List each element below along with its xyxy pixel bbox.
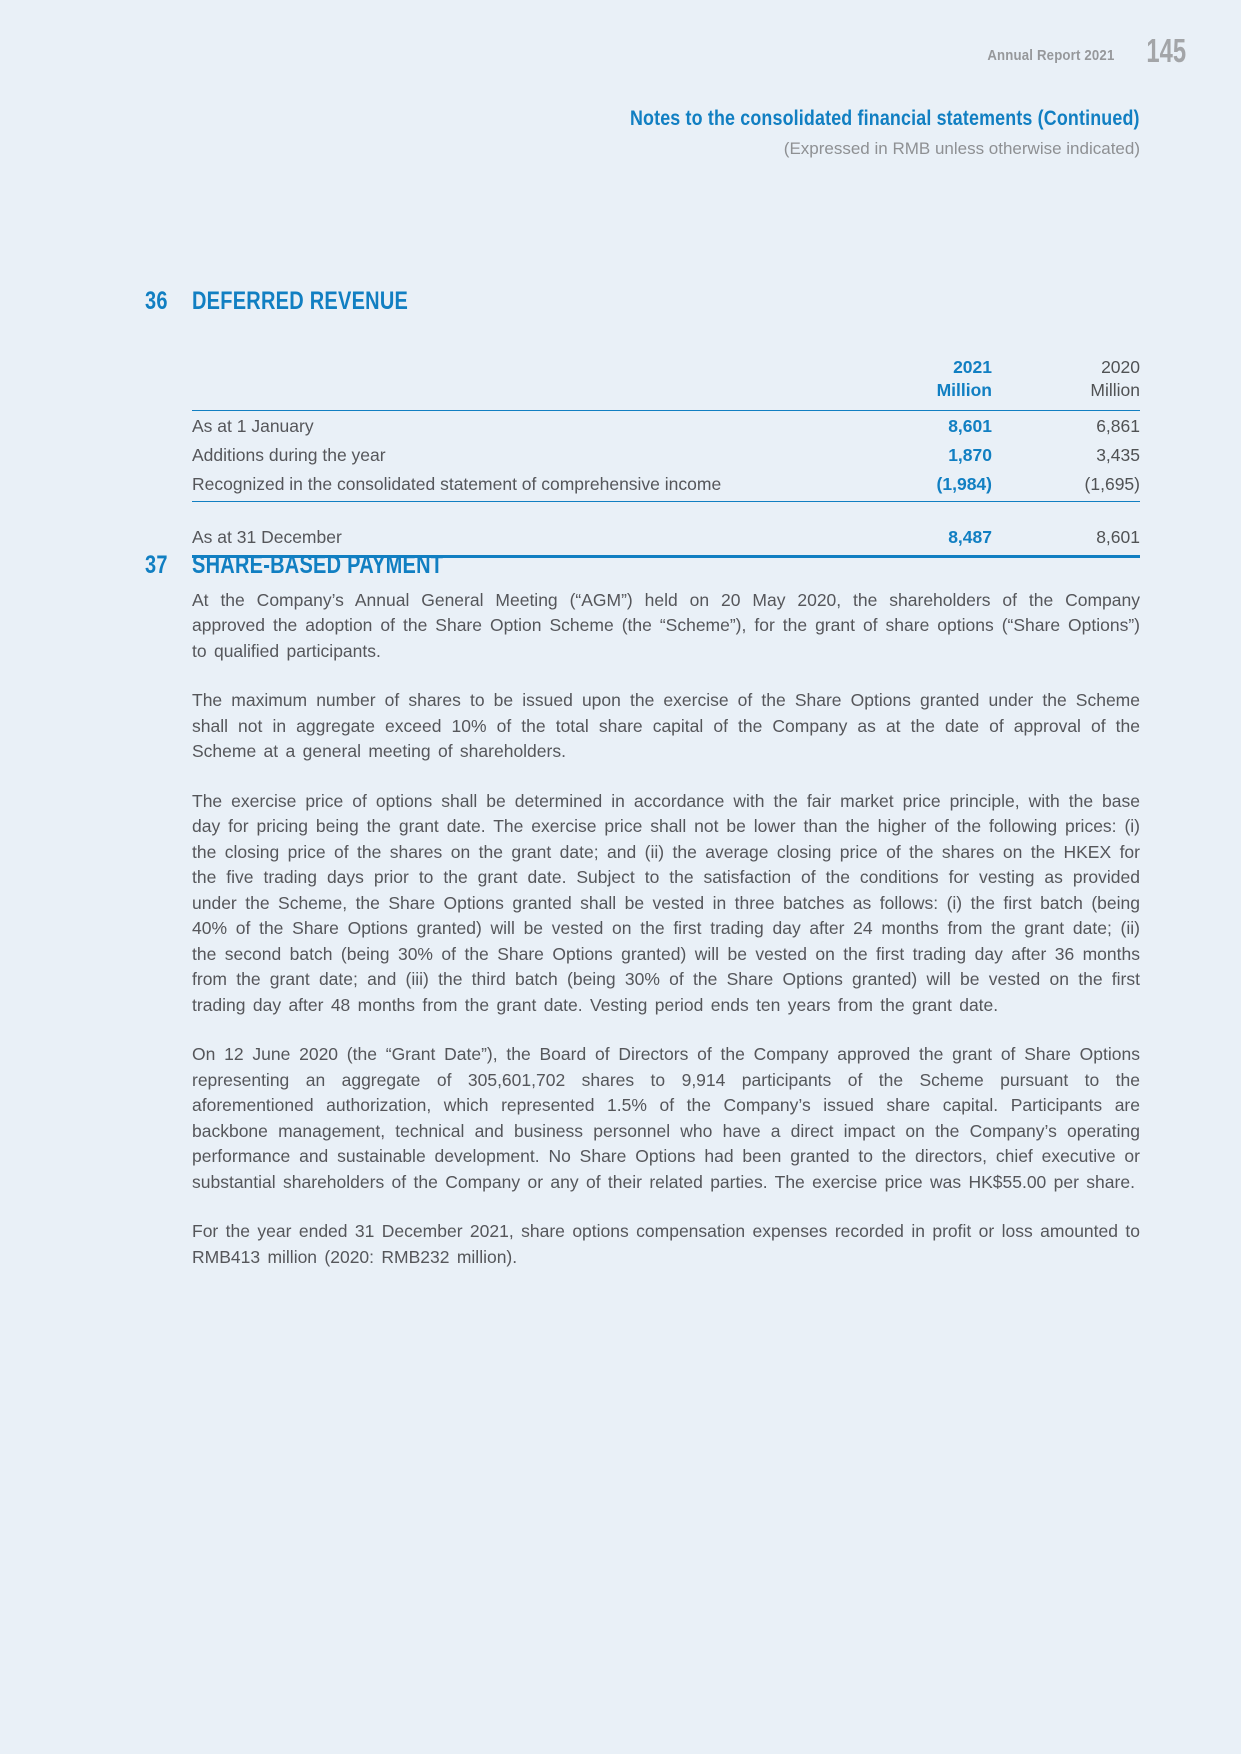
section-37-heading-row bbox=[145, 552, 1140, 580]
total-value-2021: 8,487 bbox=[842, 522, 992, 557]
row-label: As at 1 January bbox=[192, 415, 314, 436]
page-header bbox=[970, 34, 1186, 67]
row-label: Recognized in the consolidated statement of comprehensive income bbox=[192, 469, 842, 502]
report-name-label: Annual Report 2021 bbox=[987, 47, 1115, 64]
page-number: 145 bbox=[1146, 32, 1186, 69]
row-value-2020: 3,435 bbox=[1096, 444, 1140, 465]
table-row bbox=[192, 410, 1140, 440]
table-header-row bbox=[192, 354, 1140, 411]
row-label: Additions during the year bbox=[192, 444, 386, 465]
section-36-title: DEFERRED REVENUE bbox=[192, 287, 409, 315]
section-deferred-revenue bbox=[145, 288, 1140, 558]
col-2020-unit: Million bbox=[1090, 379, 1140, 400]
paragraph-agm: At the Company’s Annual General Meeting (“AGM”) held on 20 May 2020, the shareholders of the Company approved the adoption of the Share Option Scheme (the “Scheme”), for the grant of share options (“Share Options”) to qualified participants. bbox=[192, 589, 1140, 661]
col-2020-year: 2020 bbox=[1101, 356, 1140, 377]
section-36-heading-row bbox=[145, 288, 1140, 316]
paragraph-expenses: For the year ended 31 December 2021, share options compensation expenses recorded in profit or loss amounted to RMB413 million (2020: RMB232 million). bbox=[192, 1221, 1140, 1267]
section-36-body bbox=[192, 354, 1140, 558]
section-36-number: 36 bbox=[145, 287, 168, 315]
section-37-title: SHARE-BASED PAYMENT bbox=[192, 551, 444, 579]
document-title: Notes to the consolidated financial statements (Continued) bbox=[630, 107, 1140, 130]
document-subtitle: (Expressed in RMB unless otherwise indicated) bbox=[783, 139, 1140, 159]
section-37-body bbox=[192, 588, 1140, 1271]
row-value-2021: (1,984) bbox=[842, 469, 992, 502]
paragraph-exercise-price: The exercise price of options shall be determined in accordance with the fair market price principle, with the base day for pricing being the grant date. The exercise price shall not be lower than the higher of the following prices: (i) the closing price of the shares on the grant date; and (ii) the average closing price of the shares on the HKEX for the five trading days prior to the grant date. Subject to the satisfaction of the conditions for vesting as provided under the Scheme, the Share Options granted shall be vested in three batches as follows: (i) the first batch (being 40% of the Share Options granted) will be vested on the first trading day after 24 months from the grant date; (ii) the second batch (being 30% of the Share Options granted) will be vested on the first trading day after 36 months from the grant date; and (iii) the third batch (being 30% of the Share Options granted) will be vested on the first trading day after 48 months from the grant date. Vesting period ends ten years from the grant date. bbox=[192, 790, 1140, 1015]
total-row-label: As at 31 December bbox=[192, 522, 842, 557]
header-empty-cell bbox=[192, 354, 842, 411]
table-spacer-row bbox=[192, 501, 1140, 522]
row-value-2020: 6,861 bbox=[1096, 415, 1140, 436]
col-2021-unit: Million bbox=[936, 379, 992, 400]
table-row bbox=[192, 469, 1140, 502]
section-share-based-payment bbox=[145, 552, 1140, 1294]
row-value-2020: (1,695) bbox=[992, 469, 1140, 502]
section-37-number: 37 bbox=[145, 551, 168, 579]
paragraph-max-shares: The maximum number of shares to be issued upon the exercise of the Share Options granted under the Scheme shall not in aggregate exceed 10% of the total share capital of the Company as at the date of approval of the Scheme at a general meeting of shareholders. bbox=[192, 690, 1140, 761]
total-value-2020: 8,601 bbox=[992, 522, 1140, 557]
row-value-2021: 8,601 bbox=[948, 415, 992, 436]
col-2021-year: 2021 bbox=[953, 356, 992, 377]
paragraph-grant-date: On 12 June 2020 (the “Grant Date”), the Board of Directors of the Company approved the grant of Share Options representing an aggregate of 305,601,702 shares to 9,914 participants of the Scheme pursuant to the aforementioned authorization, which represented 1.5% of the Company’s issued share capital. Participants are backbone management, technical and business personnel who have a direct impact on the Company’s operating performance and sustainable development. No Share Options had been granted to the directors, chief executive or substantial shareholders of the Company or any of their related parties. The exercise price was HK$55.00 per share. bbox=[192, 1044, 1140, 1192]
header-2020-cell bbox=[992, 354, 1140, 411]
header-2021-cell bbox=[842, 354, 992, 411]
title-block bbox=[540, 106, 1140, 159]
deferred-revenue-table bbox=[192, 354, 1140, 558]
table-row bbox=[192, 440, 1140, 469]
row-value-2021: 1,870 bbox=[948, 444, 992, 465]
